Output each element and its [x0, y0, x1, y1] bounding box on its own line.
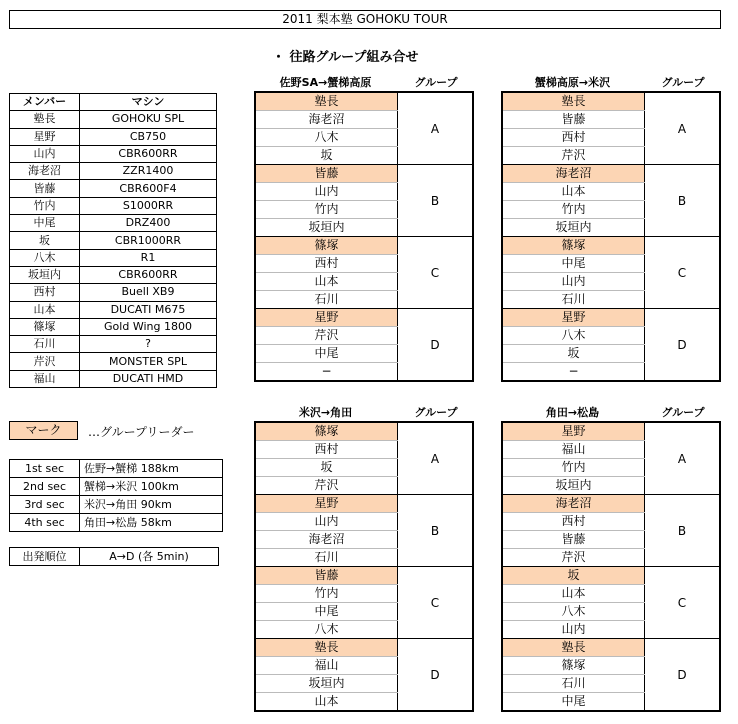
- group-member: 山本: [255, 693, 398, 712]
- member-table: [9, 93, 217, 388]
- group-member: 中尾: [255, 345, 398, 363]
- group-member: 海老沼: [255, 531, 398, 549]
- member-machine: DUCATI HMD: [80, 370, 217, 387]
- group-letter: D: [645, 639, 721, 712]
- group-member: 西村: [255, 441, 398, 459]
- route-label: 蟹梯高原→米沢: [534, 76, 611, 89]
- group-leader: 坂: [502, 567, 645, 585]
- group-letter: B: [398, 165, 474, 237]
- member-row: [10, 318, 217, 335]
- member-row: [10, 145, 217, 162]
- member-row: [10, 163, 217, 180]
- group-leader: 皆藤: [255, 567, 398, 585]
- member-name: 中尾: [10, 215, 80, 232]
- group-letter: C: [645, 237, 721, 309]
- member-row: [10, 215, 217, 232]
- group-member: 海老沼: [255, 111, 398, 129]
- route-label: 米沢→角田: [298, 406, 353, 419]
- group-member-row: [255, 309, 473, 327]
- group-col-header: グループ: [414, 76, 458, 89]
- member-row: [10, 370, 217, 387]
- member-machine: Buell XB9: [80, 284, 217, 301]
- group-member: 坂: [502, 345, 645, 363]
- group-leader: 星野: [502, 309, 645, 327]
- group-leader: 星野: [255, 309, 398, 327]
- group-letter: D: [398, 309, 474, 382]
- group-member-row: [502, 422, 720, 441]
- section-number: 2nd sec: [10, 478, 80, 496]
- group-col-header: グループ: [661, 406, 705, 419]
- route-label: 角田→松島: [545, 406, 600, 419]
- group-table: [254, 421, 474, 712]
- group-letter: A: [645, 92, 721, 165]
- group-member-row: [255, 639, 473, 657]
- group-member: 山内: [502, 273, 645, 291]
- group-letter: B: [645, 495, 721, 567]
- group-member: 山内: [255, 513, 398, 531]
- group-leader: 星野: [255, 495, 398, 513]
- member-name: 竹内: [10, 197, 80, 214]
- member-row: [10, 284, 217, 301]
- group-leader: 皆藤: [255, 165, 398, 183]
- group-member: 八木: [502, 327, 645, 345]
- group-leader: 篠塚: [255, 422, 398, 441]
- group-col-header: グループ: [661, 76, 705, 89]
- group-member: 坂: [255, 459, 398, 477]
- group-member: −: [502, 363, 645, 382]
- section-table: [9, 459, 223, 532]
- group-member: 石川: [502, 291, 645, 309]
- member-row: [10, 180, 217, 197]
- leader-mark-description: …グループリーダー: [88, 425, 195, 439]
- section-number: 4th sec: [10, 514, 80, 532]
- group-leader: 海老沼: [502, 165, 645, 183]
- section-number: 1st sec: [10, 460, 80, 478]
- member-name: 海老沼: [10, 163, 80, 180]
- member-machine: DUCATI M675: [80, 301, 217, 318]
- member-row: [10, 128, 217, 145]
- departure-order: [9, 547, 219, 566]
- group-member: 山本: [502, 585, 645, 603]
- group-letter: A: [398, 92, 474, 165]
- group-member: 竹内: [255, 201, 398, 219]
- member-name: 石川: [10, 336, 80, 353]
- member-row: [10, 336, 217, 353]
- group-table: [501, 91, 721, 382]
- group-leader: 塾長: [502, 639, 645, 657]
- group-member-row: [502, 309, 720, 327]
- member-machine: GOHOKU SPL: [80, 111, 217, 128]
- section-row: [10, 514, 223, 532]
- member-table-header: [10, 94, 217, 111]
- member-name: 塾長: [10, 111, 80, 128]
- leader-mark-swatch: マーク: [9, 421, 78, 440]
- group-member: 山本: [255, 273, 398, 291]
- member-name: 坂垣内: [10, 266, 80, 283]
- section-route: 蟹梯→米沢 100km: [80, 478, 223, 496]
- section-row: [10, 478, 223, 496]
- machine-col-header: マシン: [80, 94, 217, 111]
- member-machine: DRZ400: [80, 215, 217, 232]
- member-machine: CBR600RR: [80, 145, 217, 162]
- member-machine: S1000RR: [80, 197, 217, 214]
- group-table: [254, 91, 474, 382]
- section-route: 米沢→角田 90km: [80, 496, 223, 514]
- group-leader: 篠塚: [502, 237, 645, 255]
- group-member: 竹内: [502, 201, 645, 219]
- group-member-row: [255, 237, 473, 255]
- group-member-row: [255, 92, 473, 111]
- group-member: 坂垣内: [255, 219, 398, 237]
- member-row: [10, 249, 217, 266]
- group-member: 竹内: [255, 585, 398, 603]
- group-member-row: [502, 92, 720, 111]
- member-machine: CBR600RR: [80, 266, 217, 283]
- group-member: 福山: [502, 441, 645, 459]
- departure-value: A→D (各 5min): [80, 548, 219, 566]
- group-member: 西村: [255, 255, 398, 273]
- section-subtitle: ・ 往路グループ組み合せ: [272, 50, 419, 65]
- group-member: 石川: [255, 291, 398, 309]
- member-machine: Gold Wing 1800: [80, 318, 217, 335]
- member-machine: ?: [80, 336, 217, 353]
- group-member-row: [502, 237, 720, 255]
- member-machine: CBR600F4: [80, 180, 217, 197]
- group-letter: B: [645, 165, 721, 237]
- group-letter: D: [645, 309, 721, 382]
- member-machine: CBR1000RR: [80, 232, 217, 249]
- group-letter: D: [398, 639, 474, 712]
- group-col-header: グループ: [414, 406, 458, 419]
- member-row: [10, 111, 217, 128]
- group-member: 坂垣内: [502, 219, 645, 237]
- departure-label: 出発順位: [10, 548, 80, 566]
- member-row: [10, 197, 217, 214]
- group-member: 山内: [255, 183, 398, 201]
- member-name: 山本: [10, 301, 80, 318]
- section-number: 3rd sec: [10, 496, 80, 514]
- route-label: 佐野SA→蟹梯高原: [279, 76, 372, 89]
- group-member-row: [502, 165, 720, 183]
- group-member: 石川: [502, 675, 645, 693]
- group-member-row: [255, 567, 473, 585]
- section-route: 角田→松島 58km: [80, 514, 223, 532]
- group-member: 山本: [502, 183, 645, 201]
- section-row: [10, 496, 223, 514]
- group-member: 八木: [255, 621, 398, 639]
- group-member: 西村: [502, 129, 645, 147]
- group-member-row: [502, 495, 720, 513]
- group-letter: A: [645, 422, 721, 495]
- group-member: 八木: [502, 603, 645, 621]
- member-machine: ZZR1400: [80, 163, 217, 180]
- member-name: 篠塚: [10, 318, 80, 335]
- group-leader: 海老沼: [502, 495, 645, 513]
- group-member-row: [255, 165, 473, 183]
- member-name: 西村: [10, 284, 80, 301]
- group-member: 中尾: [502, 255, 645, 273]
- group-letter: C: [645, 567, 721, 639]
- group-letter: C: [398, 237, 474, 309]
- member-machine: R1: [80, 249, 217, 266]
- group-member: 芹沢: [502, 549, 645, 567]
- group-member-row: [255, 422, 473, 441]
- group-member: 坂垣内: [502, 477, 645, 495]
- member-name: 星野: [10, 128, 80, 145]
- member-row: [10, 301, 217, 318]
- group-leader: 塾長: [502, 92, 645, 111]
- group-member: 山内: [502, 621, 645, 639]
- group-table: [501, 421, 721, 712]
- group-member: 竹内: [502, 459, 645, 477]
- member-name: 皆藤: [10, 180, 80, 197]
- group-member: 芹沢: [255, 327, 398, 345]
- member-name: 芹沢: [10, 353, 80, 370]
- group-member: 坂垣内: [255, 675, 398, 693]
- section-route: 佐野→蟹梯 188km: [80, 460, 223, 478]
- group-member: 芹沢: [502, 147, 645, 165]
- group-member-row: [255, 495, 473, 513]
- member-name: 山内: [10, 145, 80, 162]
- group-member: 石川: [255, 549, 398, 567]
- group-leader: 塾長: [255, 639, 398, 657]
- member-machine: CB750: [80, 128, 217, 145]
- member-row: [10, 266, 217, 283]
- group-member: 坂: [255, 147, 398, 165]
- member-col-header: メンバー: [10, 94, 80, 111]
- member-name: 福山: [10, 370, 80, 387]
- group-member: 中尾: [502, 693, 645, 712]
- member-row: [10, 232, 217, 249]
- group-member: 芹沢: [255, 477, 398, 495]
- group-leader: 篠塚: [255, 237, 398, 255]
- group-member: 西村: [502, 513, 645, 531]
- member-name: 坂: [10, 232, 80, 249]
- group-letter: C: [398, 567, 474, 639]
- group-member-row: [502, 567, 720, 585]
- group-leader: 星野: [502, 422, 645, 441]
- group-member: 福山: [255, 657, 398, 675]
- group-letter: A: [398, 422, 474, 495]
- group-member: 中尾: [255, 603, 398, 621]
- group-member: 皆藤: [502, 111, 645, 129]
- group-member: 皆藤: [502, 531, 645, 549]
- section-row: [10, 460, 223, 478]
- page-title: 2011 梨本塾 GOHOKU TOUR: [9, 10, 721, 29]
- group-member: 八木: [255, 129, 398, 147]
- member-name: 八木: [10, 249, 80, 266]
- member-row: [10, 353, 217, 370]
- group-member-row: [502, 639, 720, 657]
- group-leader: 塾長: [255, 92, 398, 111]
- group-member: −: [255, 363, 398, 382]
- group-member: 篠塚: [502, 657, 645, 675]
- member-machine: MONSTER SPL: [80, 353, 217, 370]
- group-letter: B: [398, 495, 474, 567]
